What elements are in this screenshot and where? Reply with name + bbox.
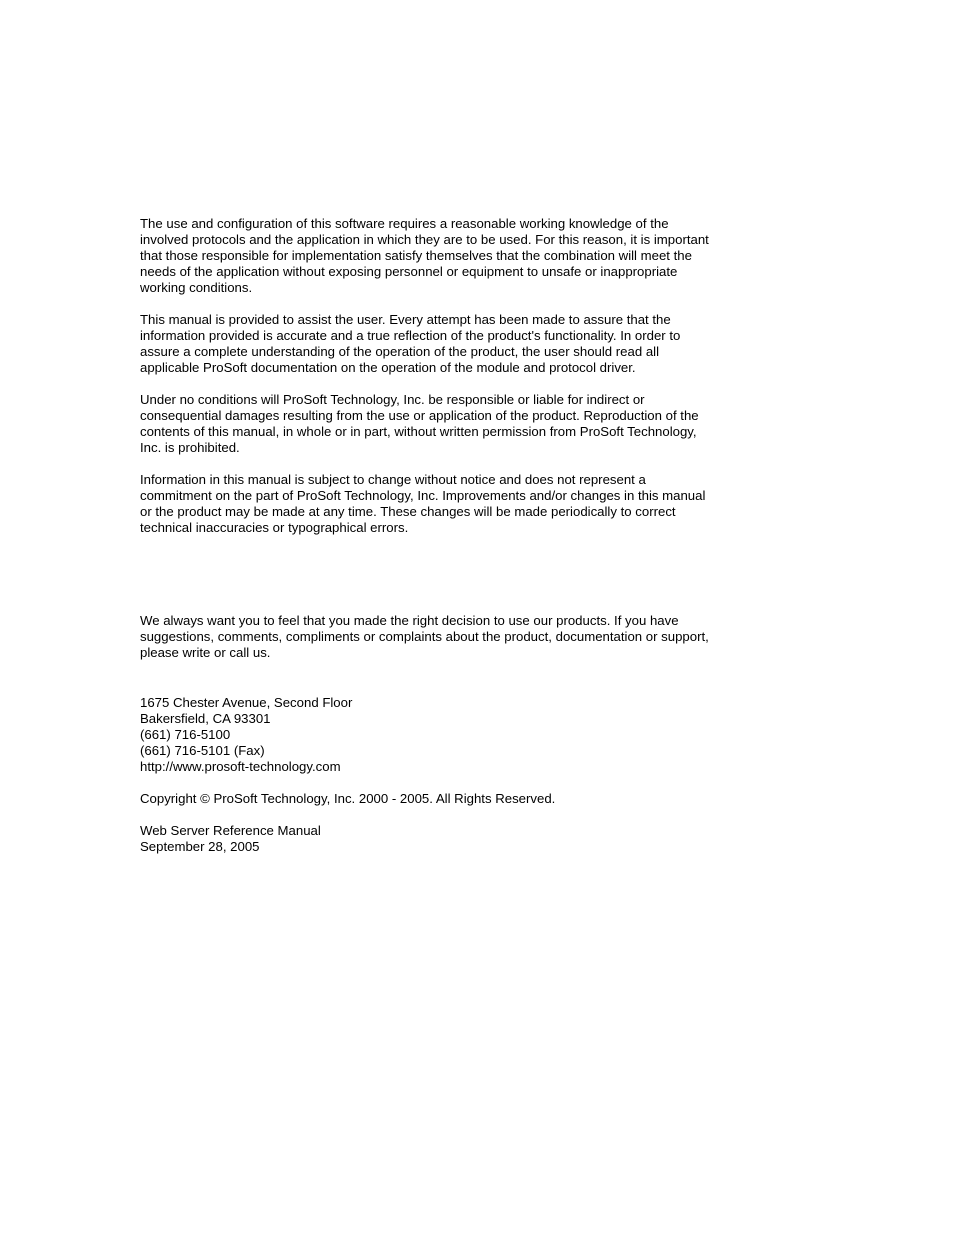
manual-info [140, 823, 760, 855]
disclaimer-paragraph-changes: Information in this manual is subject to change without notice and does not represent a commitment on the part of ProSoft Technology, Inc. Improvements and/or changes in this manual or the product may be made at any time. These changes will be made periodically to correct technical inaccuracies or typographical errors. [140, 472, 706, 535]
website-link[interactable]: http://www.prosoft-technology.com [140, 759, 341, 774]
address-line-street: 1675 Chester Avenue, Second Floor [140, 695, 353, 710]
disclaimer-paragraph-usage: The use and configuration of this software requires a reasonable working knowledge of the involved protocols and the application in which they are to be used. For this reason, it is important that those responsible for implementation satisfy themselves that the combination will meet the needs of the application without exposing personnel or equipment to unsafe or inappropriate working conditions. [140, 216, 709, 295]
disclaimer-paragraph-liability: Under no conditions will ProSoft Technology, Inc. be responsible or liable for indirect or consequential damages resulting from the use or application of the product. Reproduction of the contents of this manual, in whole or in part, without written permission from ProSoft Technology, Inc. is prohibited. [140, 392, 699, 455]
phone-number: (661) 716-5100 [140, 727, 231, 742]
disclaimer-paragraph-manual-purpose: This manual is provided to assist the user. Every attempt has been made to assure that the information provided is accurate and a true reflection of the product's functionality. In order to assure a complete understanding of the operation of the product, the user should read all applicable ProSoft documentation on the operation of the module and protocol driver. [140, 312, 681, 375]
manual-title: Web Server Reference Manual [140, 823, 321, 838]
feedback-paragraph: We always want you to feel that you made the right decision to use our products. If you have suggestions, comments, compliments or complaints about the product, documentation or support, please write or call us. [140, 613, 709, 660]
contact-block [140, 695, 760, 775]
fax-number: (661) 716-5101 (Fax) [140, 743, 265, 758]
manual-date: September 28, 2005 [140, 839, 260, 854]
copyright-notice: Copyright © ProSoft Technology, Inc. 2000 - 2005. All Rights Reserved. [140, 791, 556, 806]
address-line-city: Bakersfield, CA 93301 [140, 711, 271, 726]
